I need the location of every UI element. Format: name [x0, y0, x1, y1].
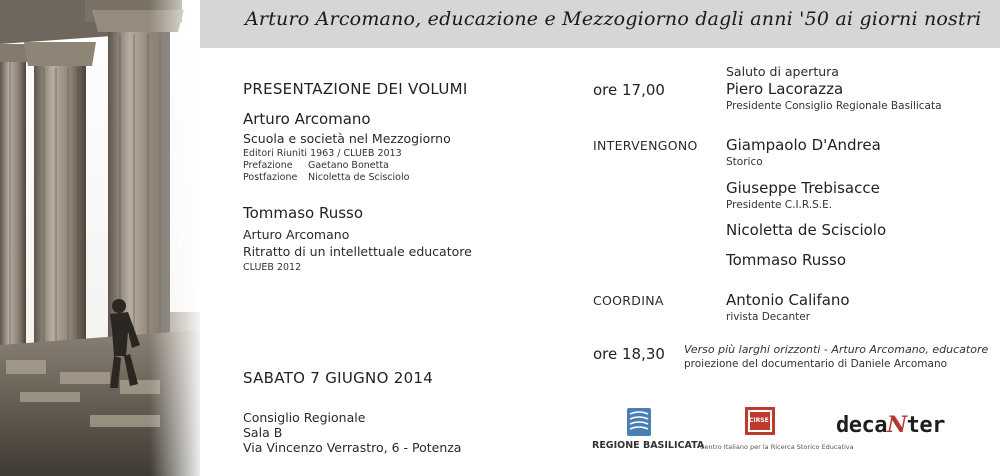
book1-publisher: Editori Riuniti 1963 / CLUEB 2013 — [243, 148, 402, 159]
book1-postface-name: Nicoletta de Scisciolo — [308, 172, 410, 183]
speaker-name: Giampaolo D'Andrea — [726, 136, 881, 154]
speaker-name: Giuseppe Trebisacce — [726, 179, 880, 197]
regione-basilicata-text: REGIONE BASILICATA — [592, 440, 705, 451]
event-date: SABATO 7 GIUGNO 2014 — [243, 369, 434, 387]
book2-subject: Arturo Arcomano — [243, 227, 350, 242]
regione-basilicata-logo — [627, 408, 651, 440]
cirse-mark: CIRSE — [749, 417, 769, 424]
decanter-logo — [836, 412, 945, 438]
coordinator-role: rivista Decanter — [726, 311, 811, 323]
time-opening: ore 17,00 — [593, 81, 665, 99]
book1-preface-label: Prefazione — [243, 160, 293, 171]
opening-label: Saluto di apertura — [726, 64, 839, 79]
book1-author: Arturo Arcomano — [243, 110, 371, 128]
film-title: Verso più larghi orizzonti - Arturo Arcomano, educatore — [684, 343, 989, 356]
film-description: proiezione del documentario di Daniele Arcomano — [684, 358, 948, 370]
coordinator-name: Antonio Califano — [726, 291, 850, 309]
intervene-label: INTERVENGONO — [593, 138, 698, 153]
section-heading: PRESENTAZIONE DEI VOLUMI — [243, 80, 468, 98]
cirse-caption: Centro Italiano per la Ricerca Storico Educativa — [700, 443, 854, 451]
speaker-role: Storico — [726, 156, 763, 168]
decanter-text-pre: deca — [836, 413, 887, 438]
venue-line-2: Sala B — [243, 425, 283, 440]
coord-label: COORDINA — [593, 293, 664, 308]
opening-speaker: Piero Lacorazza — [726, 80, 844, 98]
book1-title: Scuola e società nel Mezzogiorno — [243, 131, 451, 146]
decanter-text-n: N — [886, 412, 907, 438]
venue-line-1: Consiglio Regionale — [243, 410, 366, 425]
book1-preface-name: Gaetano Bonetta — [308, 160, 389, 171]
columns-photo — [0, 0, 200, 476]
book2-author: Tommaso Russo — [243, 204, 364, 222]
decanter-text-post: ter — [906, 413, 945, 438]
opening-role: Presidente Consiglio Regionale Basilicata — [726, 100, 942, 112]
time-screening: ore 18,30 — [593, 345, 665, 363]
book2-publisher: CLUEB 2012 — [243, 262, 302, 273]
speaker-role: Presidente C.I.R.S.E. — [726, 199, 833, 211]
venue-line-3: Via Vincenzo Verrastro, 6 - Potenza — [243, 440, 462, 455]
book2-title: Ritratto di un intellettuale educatore — [243, 244, 472, 259]
speaker-name: Tommaso Russo — [726, 251, 847, 269]
speaker-name: Nicoletta de Scisciolo — [726, 221, 887, 239]
event-title: Arturo Arcomano, educazione e Mezzogiorno dagli anni '50 ai giorni nostri — [245, 8, 982, 30]
book1-postface-label: Postfazione — [243, 172, 298, 183]
